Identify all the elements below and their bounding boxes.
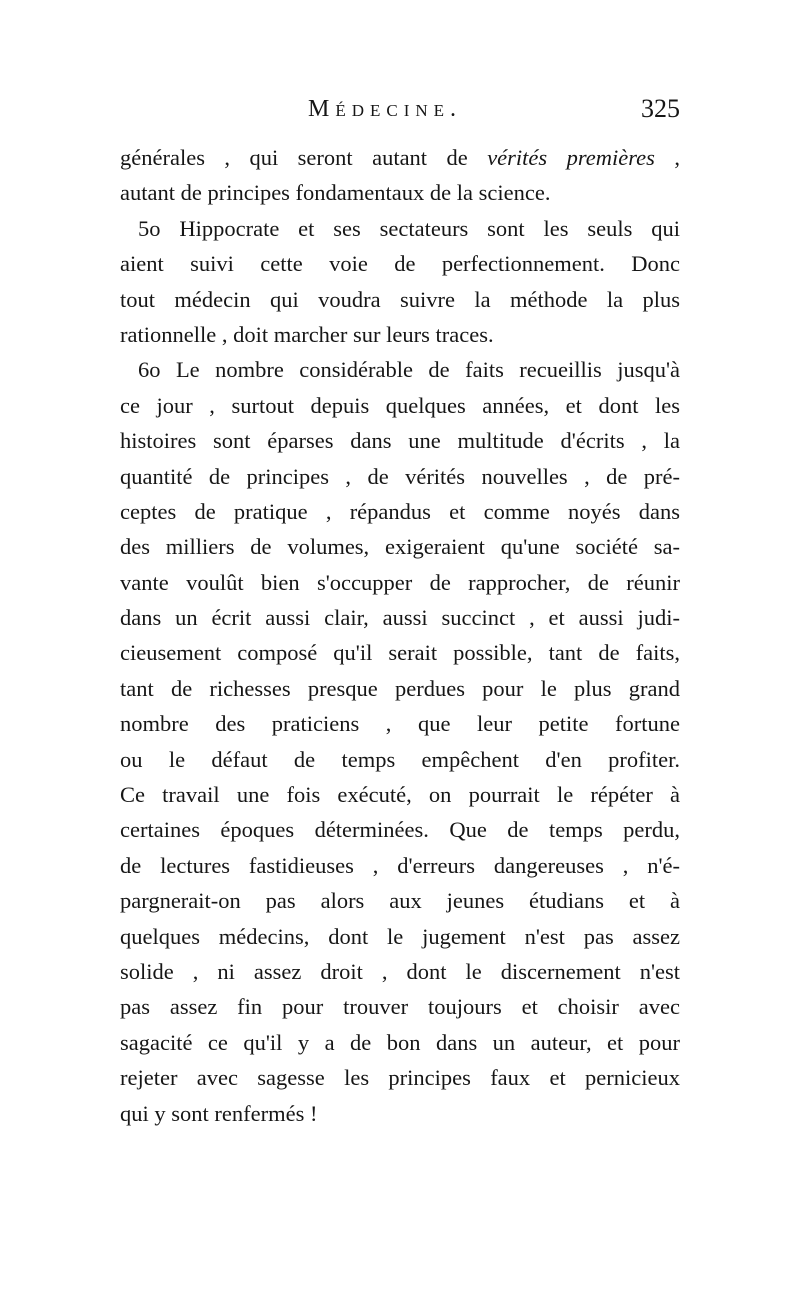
text-line: des milliers de volumes, exigeraient qu'une société sa- xyxy=(120,534,680,560)
text-line: ce jour , surtout depuis quelques années, et dont les xyxy=(120,392,680,418)
paragraph-start: 5o Hippocrate et ses sectateurs sont les seuls qui xyxy=(138,215,680,241)
text-line: sagacité ce qu'il y a de bon dans un auteur, et pour xyxy=(120,1029,680,1055)
text-line: solide , ni assez droit , dont le discernement n'est xyxy=(120,958,680,984)
text-line: ou le défaut de temps empêchent d'en profiter. xyxy=(120,746,680,772)
text-line: Ce travail une fois exécuté, on pourrait le répéter à xyxy=(120,782,680,808)
text-line: cieusement composé qu'il serait possible, tant de faits, xyxy=(120,640,680,666)
body-text xyxy=(120,140,680,1131)
text-line: pargnerait-on pas alors aux jeunes étudians et à xyxy=(120,888,680,914)
text-line: tant de richesses presque perdues pour le plus grand xyxy=(120,675,680,701)
text-line: quantité de principes , de vérités nouvelles , de pré- xyxy=(120,463,680,489)
text-line: dans un écrit aussi clair, aussi succinct , et aussi judi- xyxy=(120,605,680,631)
text-line: de lectures fastidieuses , d'erreurs dangereuses , n'é- xyxy=(120,852,680,878)
page-number: 325 xyxy=(641,94,680,123)
text-line: rejeter avec sagesse les principes faux et pernicieux xyxy=(120,1065,680,1091)
text-line: vante voulût bien s'occupper de rapprocher, de réunir xyxy=(120,569,680,595)
emphasized-phrase: vérités premières xyxy=(487,145,655,170)
text-line: qui y sont renfermés ! xyxy=(120,1100,318,1126)
text-line: tout médecin qui voudra suivre la méthode la plus xyxy=(120,286,680,312)
text-line: générales , qui seront autant de vérités premières , xyxy=(120,145,680,170)
running-head xyxy=(118,92,680,132)
text-line: pas assez fin pour trouver toujours et choisir avec xyxy=(120,994,680,1020)
text-line: aient suivi cette voie de perfectionnement. Donc xyxy=(120,251,680,277)
text-line: ceptes de pratique , répandus et comme noyés dans xyxy=(120,498,680,524)
text-line: autant de principes fondamentaux de la science. xyxy=(120,180,551,206)
text-line: rationnelle , doit marcher sur leurs traces. xyxy=(120,321,494,347)
text-line: nombre des praticiens , que leur petite fortune xyxy=(120,711,680,737)
running-title: Médecine. xyxy=(308,96,463,122)
paragraph-start: 6o Le nombre considérable de faits recueillis jusqu'à xyxy=(138,357,680,383)
text-line: histoires sont éparses dans une multitude d'écrits , la xyxy=(120,428,680,454)
text-line: quelques médecins, dont le jugement n'est pas assez xyxy=(120,923,680,949)
text-line: certaines époques déterminées. Que de temps perdu, xyxy=(120,817,680,843)
